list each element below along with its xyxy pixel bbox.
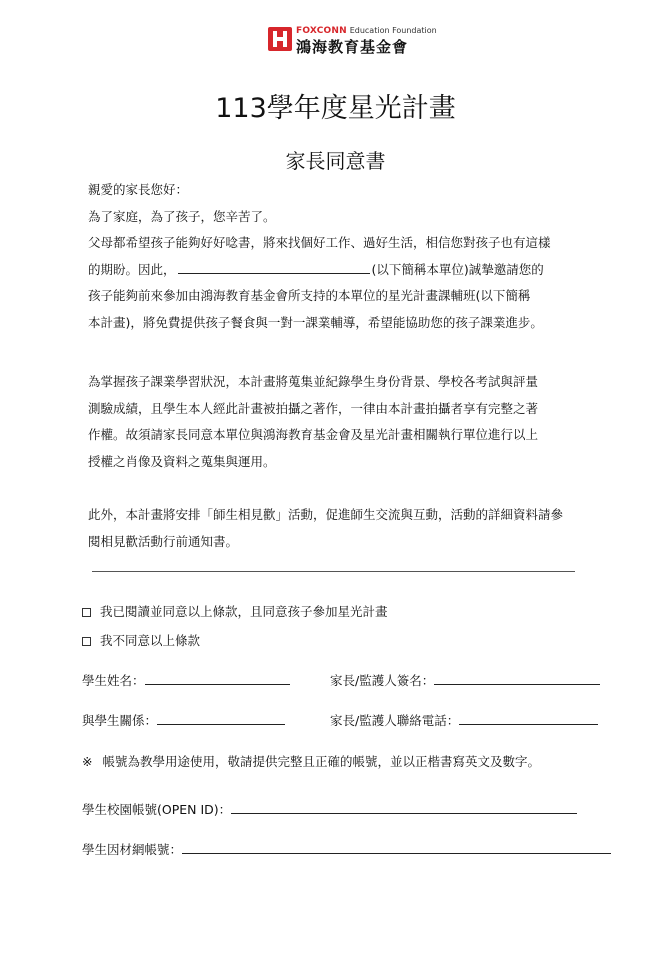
relationship-blank[interactable] (157, 712, 285, 725)
disagree-option[interactable] (82, 631, 200, 649)
guardian-signature-field (330, 671, 600, 689)
campus-account-field (82, 800, 577, 818)
logo-brand: FOXCONN (296, 26, 347, 36)
guardian-phone-field (330, 711, 598, 729)
yincai-account-label: 學生因材網帳號： (82, 842, 183, 857)
student-name-blank[interactable] (145, 672, 290, 685)
intro-line-with-blank (88, 257, 588, 284)
checkbox-icon[interactable] (82, 637, 91, 646)
student-name-label: 學生姓名： (82, 673, 145, 688)
authorization-paragraph (88, 369, 588, 475)
intro-line: 為了家庭，為了孩子，您辛苦了。 (88, 208, 276, 224)
intro-line-part: (以下簡稱本單位)誠摯邀請您的 (371, 261, 544, 277)
account-note-text: 帳號為教學用途使用，敬請提供完整且正確的帳號，並以正楷書寫英文及數字。 (102, 754, 540, 769)
greeting: 親愛的家長您好： (88, 182, 189, 197)
disagree-option-label: 我不同意以上條款 (100, 633, 201, 648)
yincai-account-field (82, 840, 611, 858)
checkbox-icon[interactable] (82, 608, 91, 617)
intro-line: 本計畫)，將免費提供孩子餐食與一對一課業輔導，希望能協助您的孩子課業進步。 (88, 314, 543, 330)
section-divider (92, 571, 575, 572)
agree-option[interactable] (82, 602, 388, 620)
document-subtitle: 家長同意書 (285, 149, 386, 173)
event-line: 閱相見歡活動行前通知書。 (88, 533, 239, 549)
agree-option-label: 我已閱讀並同意以上條款，且同意孩子參加星光計畫 (100, 604, 388, 619)
guardian-phone-label: 家長/監護人聯絡電話： (330, 713, 460, 728)
authorization-line: 測驗成績，且學生本人經此計畫被拍攝之著作，一律由本計畫拍攝者享有完整之著 (88, 400, 539, 416)
guardian-signature-label: 家長/監護人簽名： (330, 673, 435, 688)
document-title: 113學年度星光計畫 (215, 93, 456, 124)
authorization-line: 為掌握孩子課業學習狀況，本計畫將蒐集並紀錄學生身份背景、學校各考試與評量 (88, 374, 539, 389)
guardian-signature-blank[interactable] (434, 672, 600, 685)
campus-account-blank[interactable] (231, 801, 577, 814)
event-line: 此外，本計畫將安排「師生相見歡」活動，促進師生交流與互動，活動的詳細資料請參 (88, 507, 564, 522)
reference-mark-icon: ※ (82, 754, 93, 769)
relationship-label: 與學生關係： (82, 713, 158, 728)
foxconn-logo-icon (268, 27, 292, 51)
intro-paragraph (88, 177, 588, 336)
unit-name-blank[interactable] (178, 261, 370, 274)
intro-line: 父母都希望孩子能夠好好唸書，將來找個好工作、過好生活，相信您對孩子也有這樣 (88, 235, 551, 250)
foxconn-foundation-logo (268, 25, 437, 56)
account-note (82, 752, 540, 770)
campus-account-label: 學生校園帳號(OPEN ID)： (82, 802, 232, 817)
guardian-phone-blank[interactable] (459, 712, 598, 725)
yincai-account-blank[interactable] (182, 841, 611, 854)
intro-line-part: 的期盼。因此， (88, 261, 176, 277)
event-paragraph (88, 502, 588, 555)
relationship-field (82, 711, 285, 729)
intro-line: 孩子能夠前來參加由鴻海教育基金會所支持的本單位的星光計畫課輔班(以下簡稱 (88, 288, 531, 303)
logo-suffix: Education Foundation (349, 26, 437, 35)
logo-chinese-name: 鴻海教育基金會 (296, 38, 409, 56)
student-name-field (82, 671, 290, 689)
authorization-line: 作權。故須請家長同意本單位與鴻海教育基金會及星光計畫相關執行單位進行以上 (88, 427, 539, 442)
authorization-line: 授權之肖像及資料之蒐集與運用。 (88, 453, 276, 469)
